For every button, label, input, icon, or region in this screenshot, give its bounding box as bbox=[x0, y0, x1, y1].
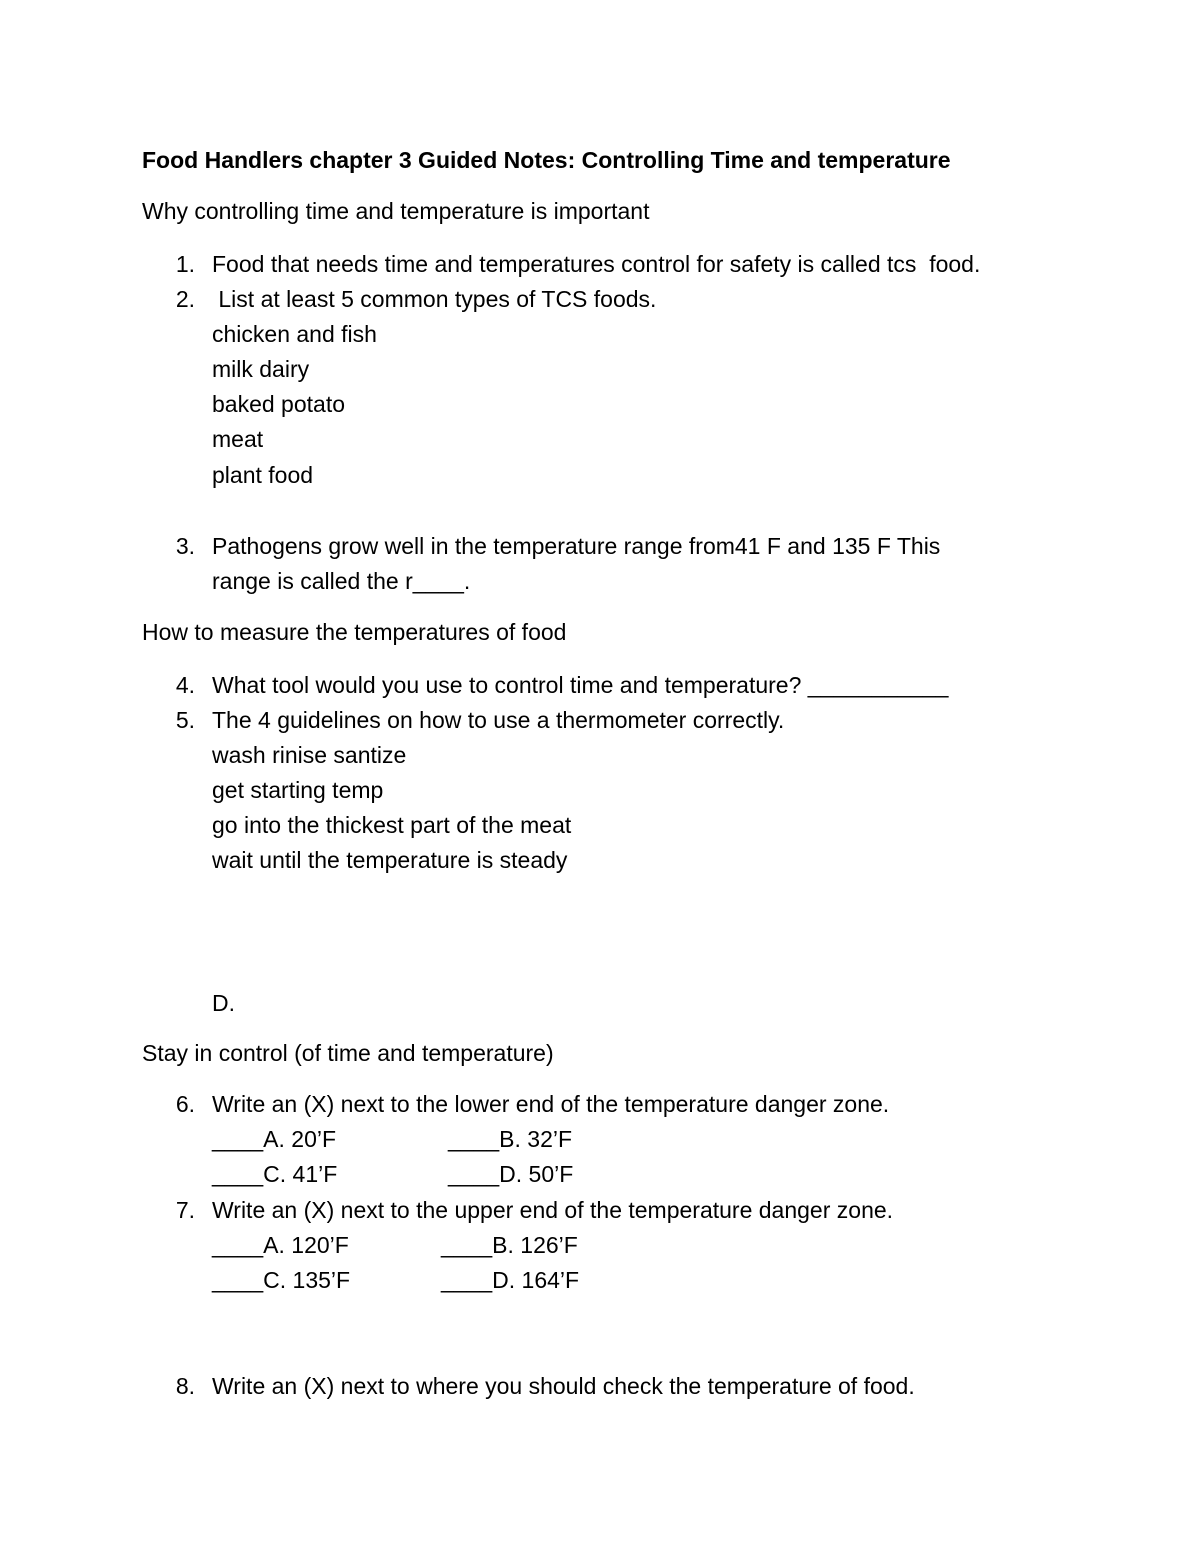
question-6-text: Write an (X) next to the lower end of the temperature danger zone. bbox=[212, 1091, 890, 1117]
question-number: 5. bbox=[175, 707, 195, 733]
answer-line: baked potato bbox=[212, 391, 346, 417]
answer-line: milk dairy bbox=[212, 356, 310, 382]
question-1-text: Food that needs time and temperatures control for safety is called tcs food. bbox=[212, 251, 981, 277]
answer-line: meat bbox=[212, 426, 264, 452]
question-number: 8. bbox=[175, 1373, 195, 1399]
option-a: ____A. 120’F bbox=[212, 1232, 349, 1258]
question-3-text-line-1: Pathogens grow well in the temperature range from41 F and 135 F This bbox=[212, 533, 941, 559]
section-heading-control: Stay in control (of time and temperature) bbox=[142, 1040, 554, 1066]
option-c: ____C. 135’F bbox=[212, 1267, 351, 1293]
answer-line: go into the thickest part of the meat bbox=[212, 812, 572, 838]
answer-line: plant food bbox=[212, 462, 314, 488]
question-number: 7. bbox=[175, 1197, 195, 1223]
answer-label-d: D. bbox=[212, 990, 235, 1016]
question-4-text: What tool would you use to control time and temperature? ___________ bbox=[212, 672, 949, 698]
option-d: ____D. 164’F bbox=[441, 1267, 580, 1293]
question-number: 3. bbox=[175, 533, 195, 559]
option-a: ____A. 20’F bbox=[212, 1126, 337, 1152]
answer-line: chicken and fish bbox=[212, 321, 377, 347]
question-7-text: Write an (X) next to the upper end of the temperature danger zone. bbox=[212, 1197, 894, 1223]
question-2-text: List at least 5 common types of TCS foods. bbox=[212, 286, 657, 312]
answer-line: get starting temp bbox=[212, 777, 384, 803]
section-heading-why: Why controlling time and temperature is important bbox=[142, 198, 650, 224]
answer-line: wash rinise santize bbox=[212, 742, 407, 768]
question-3-text-line-2: range is called the r____. bbox=[212, 568, 471, 594]
question-5-text: The 4 guidelines on how to use a thermometer correctly. bbox=[212, 707, 785, 733]
question-number: 1. bbox=[175, 251, 195, 277]
option-b: ____B. 126’F bbox=[441, 1232, 578, 1258]
question-number: 6. bbox=[175, 1091, 195, 1117]
option-b: ____B. 32’F bbox=[448, 1126, 573, 1152]
option-d: ____D. 50’F bbox=[448, 1161, 574, 1187]
question-number: 4. bbox=[175, 672, 195, 698]
option-c: ____C. 41’F bbox=[212, 1161, 338, 1187]
question-number: 2. bbox=[175, 286, 195, 312]
answer-line: wait until the temperature is steady bbox=[212, 847, 568, 873]
section-heading-measure: How to measure the temperatures of food bbox=[142, 619, 567, 645]
page-title: Food Handlers chapter 3 Guided Notes: Controlling Time and temperature bbox=[142, 147, 951, 173]
question-8-text: Write an (X) next to where you should check the temperature of food. bbox=[212, 1373, 915, 1399]
